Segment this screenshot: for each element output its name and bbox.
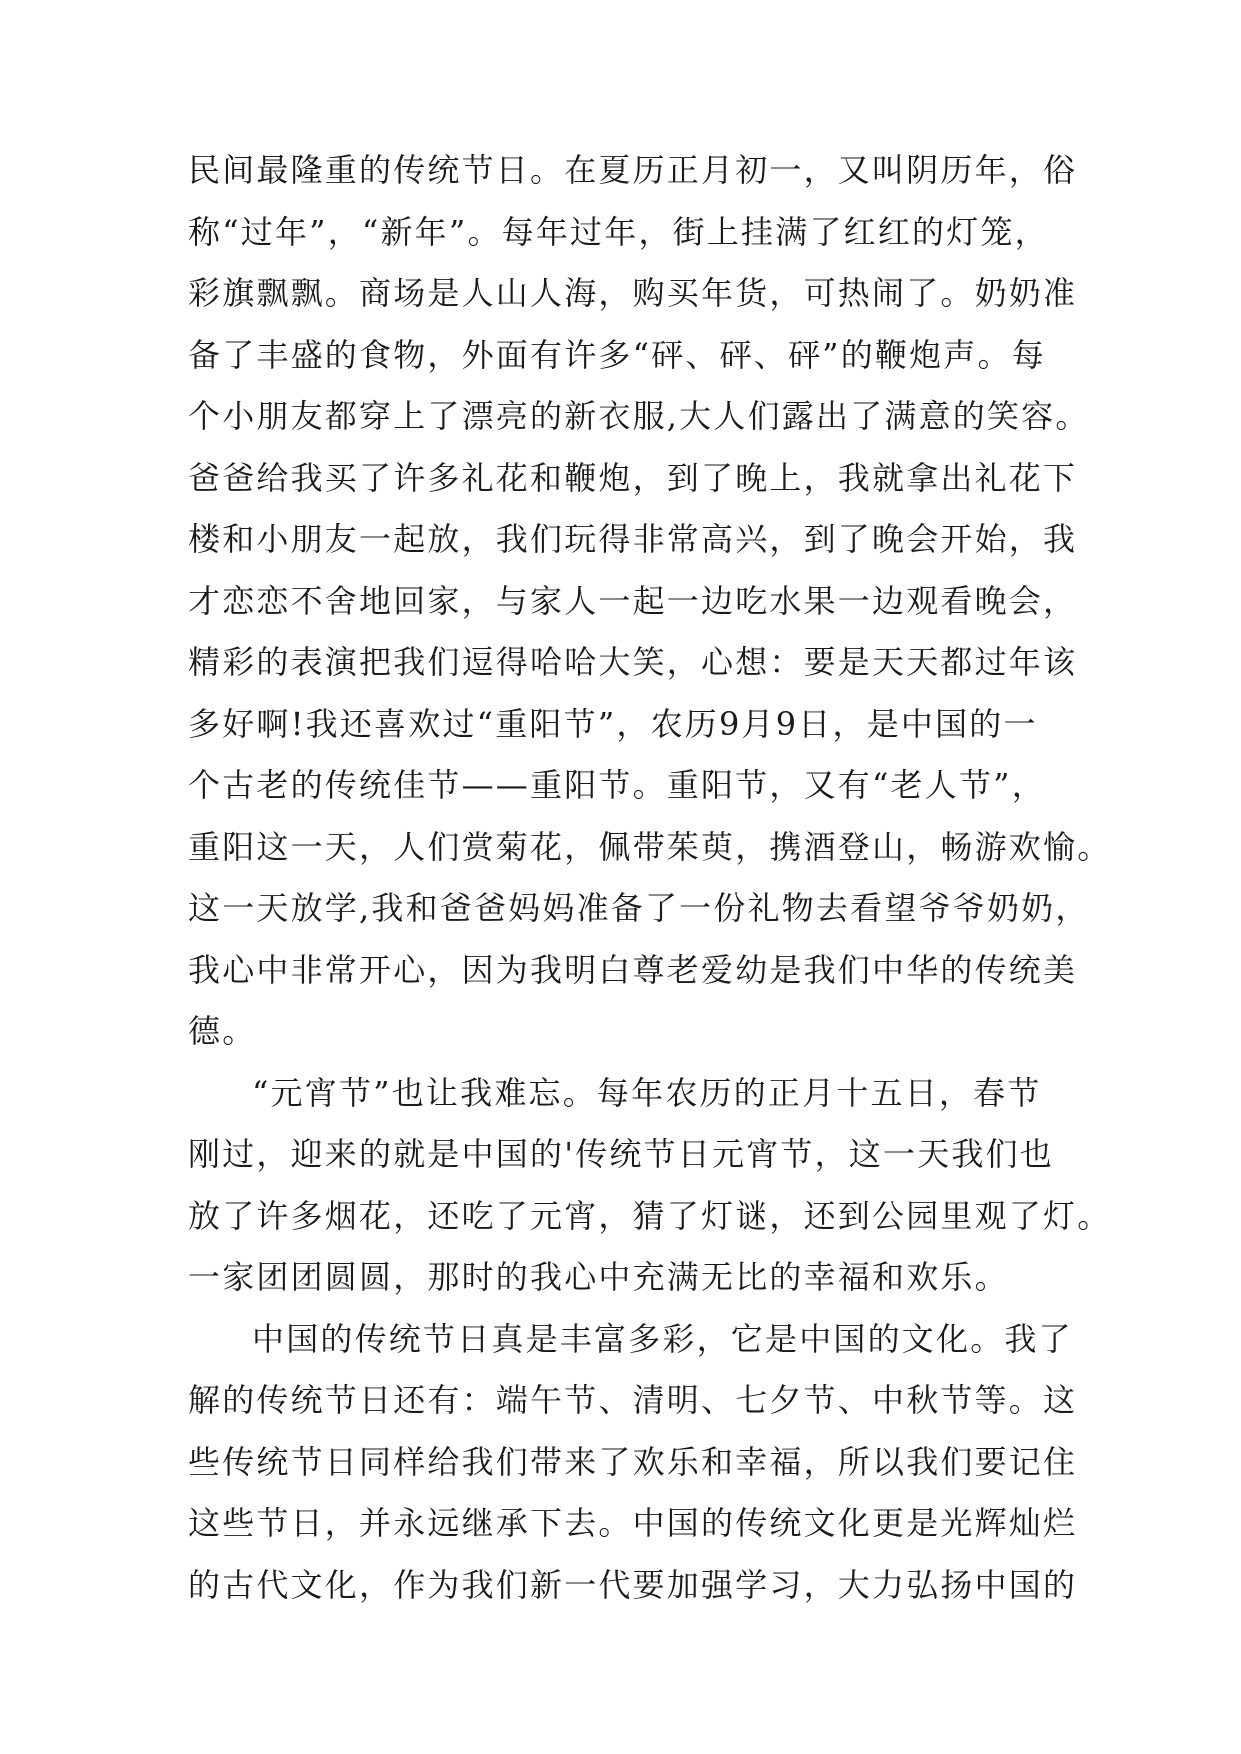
text-line: 重阳这一天，人们赏菊花，佩带茱萸，携酒登山，畅游欢愉。 xyxy=(188,827,1112,866)
text-line: 精彩的表演把我们逗得哈哈大笑，心想：要是天天都过年该 xyxy=(188,643,1078,681)
text-line: 民间最隆重的传统节日。在夏历正月初一，又叫阴历年，俗 xyxy=(188,151,1078,189)
text-line: “元宵节”也让我难忘。每年农历的正月十五日，春节 xyxy=(252,1073,1042,1112)
text-line: 一家团团圆圆，那时的我心中充满无比的幸福和欢乐。 xyxy=(188,1258,1009,1296)
text-line: 楼和小朋友一起放，我们玩得非常高兴，到了晚会开始，我 xyxy=(188,520,1078,558)
text-line: 放了许多烟花，还吃了元宵，猜了灯谜，还到公园里观了灯。 xyxy=(188,1196,1112,1235)
text-line: 称“过年”，“新年”。每年过年，街上挂满了红红的灯笼， xyxy=(188,212,1049,251)
text-line: 解的传统节日还有：端午节、清明、七夕节、中秋节等。这 xyxy=(188,1381,1078,1419)
text-line: 才恋恋不舍地回家，与家人一起一边吃水果一边观看晚会， xyxy=(188,581,1078,620)
text-line: 彩旗飘飘。商场是人山人海，购买年货，可热闹了。奶奶准 xyxy=(188,274,1078,312)
text-line: 个小朋友都穿上了漂亮的新衣服,大人们露出了满意的笑容。 xyxy=(188,397,1090,435)
text-line: 些传统节日同样给我们带来了欢乐和幸福，所以我们要记住 xyxy=(188,1442,1078,1481)
text-line: 爸爸给我买了许多礼花和鞭炮，到了晚上，我就拿出礼花下 xyxy=(188,458,1078,497)
text-line: 的古代文化，作为我们新一代要加强学习，大力弘扬中国的 xyxy=(188,1565,1078,1604)
body-text xyxy=(188,140,1112,1616)
text-line: 我心中非常开心，因为我明白尊老爱幼是我们中华的传统美 xyxy=(188,950,1078,989)
text-line: 德。 xyxy=(188,1012,257,1050)
text-line: 个古老的传统佳节——重阳节。重阳节，又有“老人节”， xyxy=(188,766,1046,804)
text-line: 多好啊!我还喜欢过“重阳节”，农历9月9日，是中国的一 xyxy=(188,704,1038,743)
text-line: 这一天放学,我和爸爸妈妈准备了一份礼物去看望爷爷奶奶， xyxy=(188,889,1090,927)
text-line: 这些节日，并永远继承下去。中国的传统文化更是光辉灿烂 xyxy=(188,1504,1078,1542)
text-line: 中国的传统节日真是丰富多彩，它是中国的文化。我了 xyxy=(252,1319,1073,1358)
text-line: 刚过，迎来的就是中国的'传统节日元宵节，这一天我们也 xyxy=(188,1135,1054,1173)
text-line: 备了丰盛的食物，外面有许多“砰、砰、砰”的鞭炮声。每 xyxy=(188,335,1046,374)
